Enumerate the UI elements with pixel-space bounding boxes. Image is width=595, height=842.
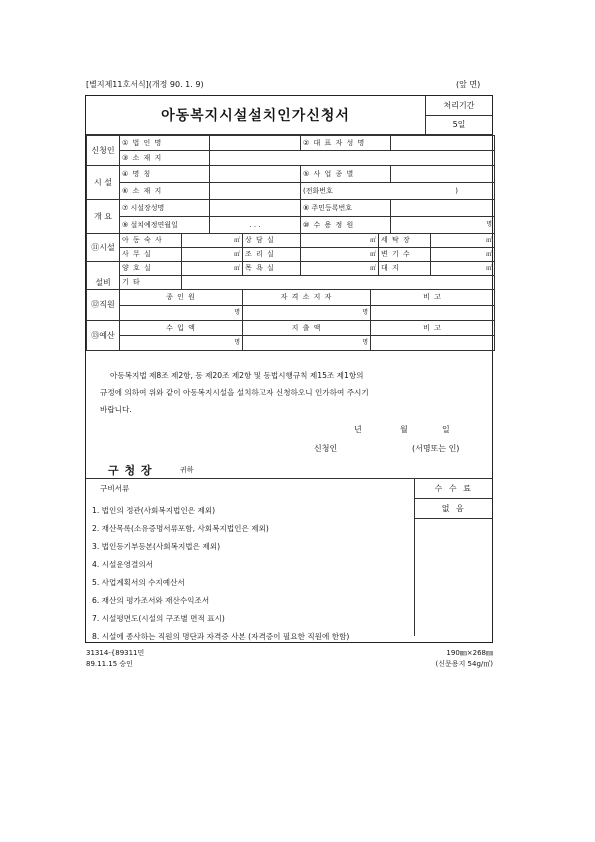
honorific: 귀하 <box>180 466 194 474</box>
statement-line: 바랍니다. <box>100 405 132 414</box>
phone-field[interactable] <box>301 183 495 200</box>
fee-value: 없 음 <box>415 499 492 519</box>
equip-room-label: 사 무 실 <box>120 248 182 262</box>
budget-section-label: ⑬예산 <box>87 321 120 351</box>
equip-room-label: 상 담 실 <box>243 234 301 248</box>
equip-room-label: 양 호 실 <box>120 262 182 276</box>
corp-name-field[interactable] <box>210 136 301 151</box>
statement-line: 규정에 의하여 위와 같이 아동복지시설을 설치하고자 신청하오니 인가하여 주시기 <box>100 388 369 397</box>
footer-left <box>86 648 144 670</box>
period-label: 처리기간 <box>426 96 492 116</box>
budget-table <box>86 320 495 351</box>
resident-no-label: ⑧ 주민등록번호 <box>301 200 391 217</box>
statement-text <box>86 351 492 418</box>
business-type-field[interactable] <box>391 166 495 183</box>
staff-note-field[interactable] <box>371 306 495 321</box>
equip-area-field[interactable]: ㎡ <box>431 248 495 262</box>
equip-area-field[interactable]: ㎡ <box>182 234 243 248</box>
staff-section-label: ⑫직원 <box>87 290 120 321</box>
staff-header: 비 고 <box>371 290 495 306</box>
equip-area-field[interactable]: ㎡ <box>182 248 243 262</box>
documents-section <box>86 478 492 641</box>
facility-name-label: ④ 명 칭 <box>120 166 210 183</box>
documents-header: 구비서류 <box>100 484 130 493</box>
form-number: [별지제11호서식](개정 90. 1. 9) <box>86 80 204 89</box>
document-item: 8. 시설에 종사하는 직원의 명단과 자격증 사본 (자격증이 필요한 직원에 한함) <box>92 632 350 641</box>
document-item: 4. 시설운영결의서 <box>92 560 154 569</box>
staff-total-field[interactable]: 명 <box>120 306 243 321</box>
equip-room-label: 대 지 <box>379 262 431 276</box>
period-value: 5일 <box>452 120 466 130</box>
document-item: 6. 재산의 평가조서와 재산수익조서 <box>92 596 210 605</box>
document-item: 7. 시설평면도(시설의 구조별 면적 표시) <box>92 614 225 623</box>
income-field[interactable]: 명 <box>120 336 243 351</box>
equip-area-field[interactable]: ㎡ <box>431 234 495 248</box>
equip-other-field[interactable] <box>182 276 495 290</box>
form-title: 아동복지시설설치인가신청서 <box>86 96 426 134</box>
facility-section-label-b: 개 요 <box>87 200 120 234</box>
document-item: 5. 사업계획서의 수지예산서 <box>92 578 185 587</box>
staff-header: 자 격 소 지 자 <box>243 290 371 306</box>
statement-block <box>86 351 492 478</box>
equip-other-label: 기 타 <box>120 276 182 290</box>
phone-label: (전화번호 <box>303 186 333 195</box>
equip-room-label: 아 동 숙 사 <box>120 234 182 248</box>
year-label: 년 <box>354 425 362 434</box>
install-date-label: ⑨ 설치예정연월일 <box>120 217 210 234</box>
facility-address-field[interactable] <box>210 183 301 200</box>
fee-box <box>415 479 492 636</box>
applicant-address-label: ③ 소 재 지 <box>120 151 210 166</box>
paper-size: 190㎜×268㎜ <box>446 649 493 657</box>
document-item: 1. 법인의 정관(사회복지법인은 제외) <box>92 506 216 515</box>
business-type-label: ⑤ 사 업 종 별 <box>301 166 391 183</box>
recipient: 구 청 장 <box>108 464 153 477</box>
applicant-address-field[interactable] <box>210 151 495 166</box>
equipment-table <box>86 233 495 290</box>
budget-header: 지 출 액 <box>243 321 371 336</box>
install-date-field[interactable]: . . . <box>210 217 301 234</box>
month-label: 월 <box>400 425 408 434</box>
applicant-sign-label: 신청인 <box>314 444 338 453</box>
budget-header: 수 입 액 <box>120 321 243 336</box>
signature-label: (서명또는 인) <box>412 444 460 453</box>
equip-area-field[interactable]: ㎡ <box>431 262 495 276</box>
equip-area-field[interactable]: ㎡ <box>182 262 243 276</box>
statement-line: 아동복지법 제8조 제2항, 동 제20조 제2항 및 동법시행규칙 제15조 제1항의 <box>110 371 364 380</box>
budget-header: 비 고 <box>371 321 495 336</box>
capacity-label: ⑩ 수 용 정 원 <box>301 217 391 234</box>
corp-name-label: ① 법 인 명 <box>120 136 210 151</box>
rep-name-field[interactable] <box>391 136 495 151</box>
expense-field[interactable]: 명 <box>243 336 371 351</box>
title-row <box>86 96 492 135</box>
director-field[interactable] <box>210 200 301 217</box>
equip-room-label: 조 리 실 <box>243 248 301 262</box>
director-label: ⑦ 시설장성명 <box>120 200 210 217</box>
page-side: (앞 면) <box>456 80 481 89</box>
capacity-field[interactable]: 명 <box>391 217 495 234</box>
document-item: 2. 재산목록(소유증명서류포함, 사회복지법인은 제외) <box>92 524 269 533</box>
footer-right <box>420 648 493 670</box>
rep-name-label: ② 대 표 자 성 명 <box>301 136 391 151</box>
resident-no-field[interactable] <box>391 200 495 217</box>
day-label: 일 <box>442 425 450 434</box>
application-form <box>85 95 493 643</box>
staff-header: 종 인 원 <box>120 290 243 306</box>
processing-period <box>426 96 492 134</box>
equipment-section-label-b: 설비 <box>87 262 120 290</box>
phone-close: ) <box>455 186 458 195</box>
staff-qualified-field[interactable]: 명 <box>243 306 371 321</box>
equip-area-field[interactable]: ㎡ <box>301 262 379 276</box>
equip-room-label: 세 탁 장 <box>379 234 431 248</box>
fee-label: 수 수 료 <box>415 479 492 499</box>
facility-address-label: ⑥ 소 재 지 <box>120 183 210 200</box>
staff-table <box>86 289 495 321</box>
facility-section-label-a: 시 설 <box>87 166 120 200</box>
equip-area-field[interactable]: ㎡ <box>301 248 379 262</box>
required-documents <box>86 479 415 641</box>
applicant-table <box>86 135 495 234</box>
equip-area-field[interactable]: ㎡ <box>301 234 379 248</box>
facility-name-field[interactable] <box>210 166 301 183</box>
equip-room-label: 목 욕 실 <box>243 262 301 276</box>
budget-note-field[interactable] <box>371 336 495 351</box>
document-item: 3. 법인등기부등본(사회복지법은 제외) <box>92 542 221 551</box>
footer-approval: 89.11.15 승인 <box>86 660 133 668</box>
paper-type: (신문용지 54g/㎡) <box>435 660 493 668</box>
equipment-section-label-a: ⑪시설 <box>87 234 120 262</box>
equip-room-label: 변 기 수 <box>379 248 431 262</box>
footer-code: 31314-{89311민 <box>86 649 145 657</box>
applicant-section-label: 신청인 <box>87 136 120 166</box>
